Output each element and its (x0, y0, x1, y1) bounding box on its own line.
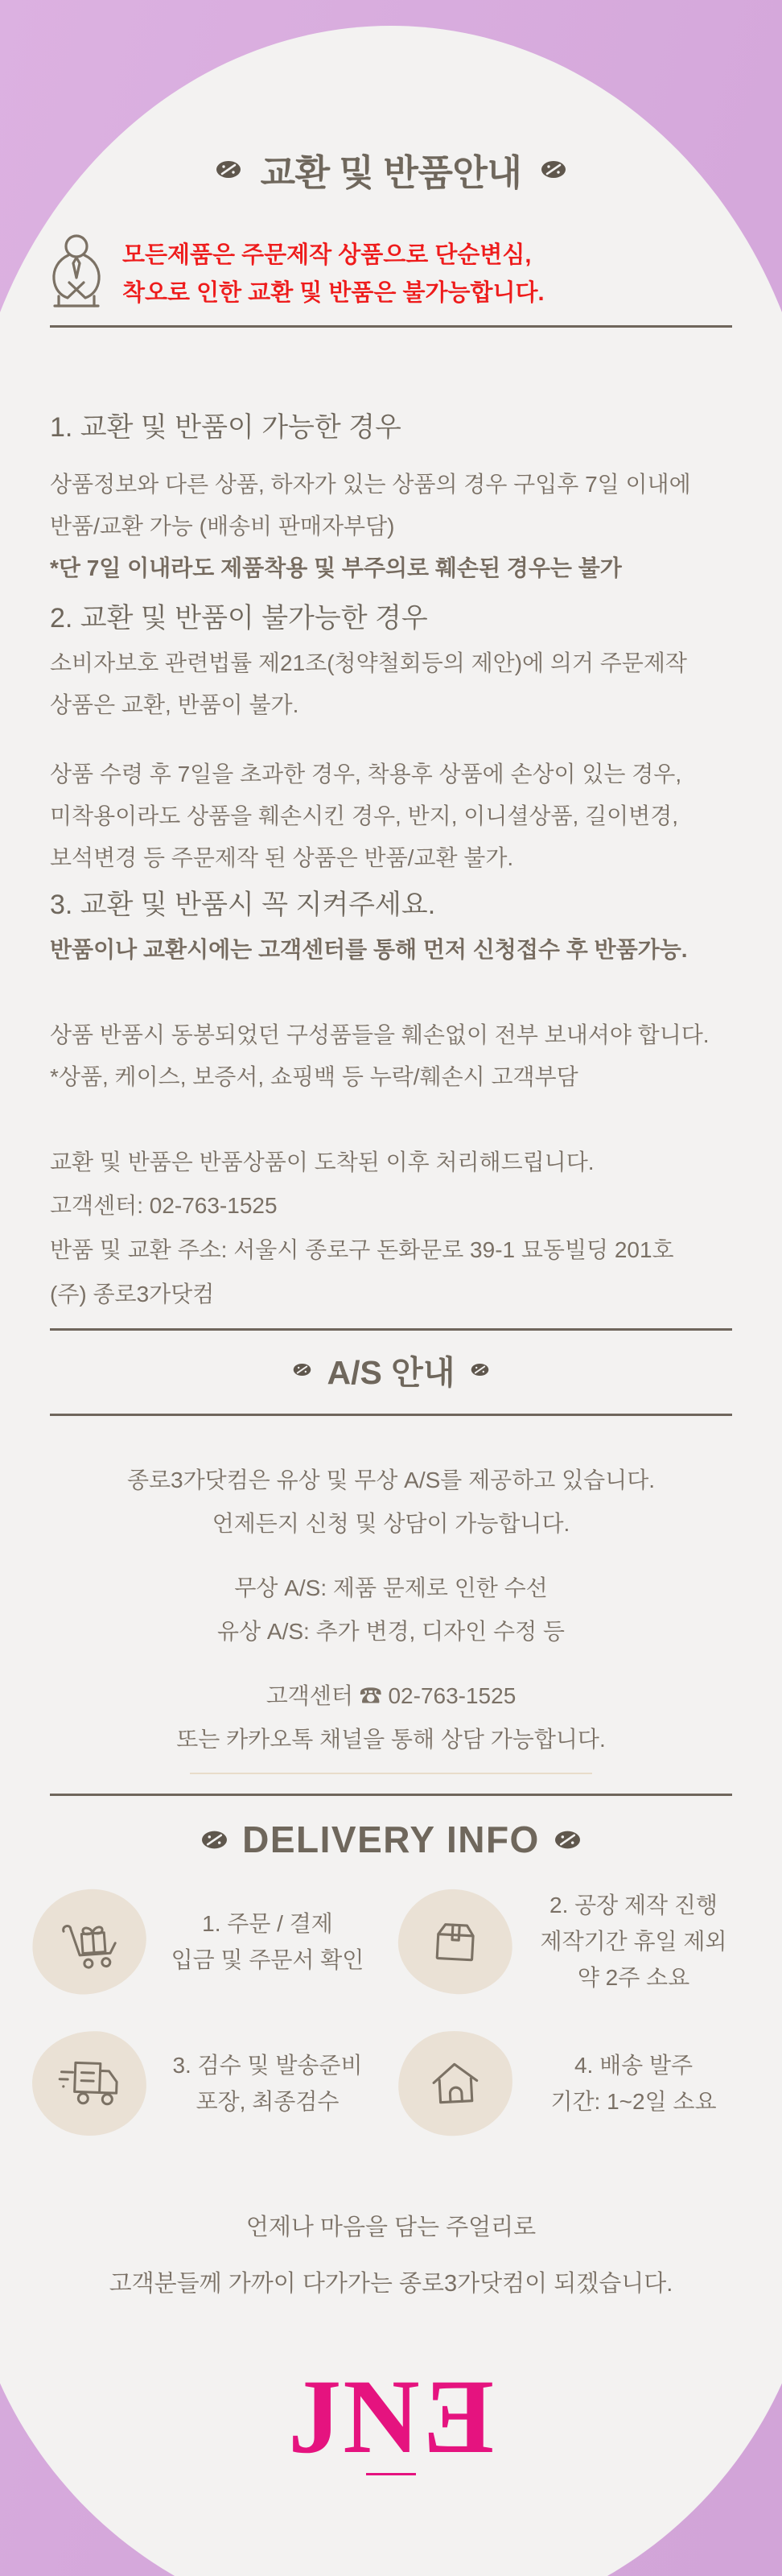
footer-line: 언제나 마음을 담는 주얼리로 (245, 2215, 537, 2240)
brand-logo (50, 2357, 732, 2475)
contact-phone: 고객센터: 02-763-1525 (50, 1193, 278, 1218)
step-icon-blob (396, 2028, 516, 2138)
step-text (517, 2047, 750, 2120)
logo-text-reversed-e: E (421, 2357, 494, 2475)
case2-line: 소비자보호 관련법률 제21조(청약철회등의 제안)에 의거 주문제작 (50, 650, 687, 675)
case1-heading: 1. 교환 및 반품이 가능한 경우 (50, 412, 401, 443)
button-deco-icon (216, 160, 241, 179)
case3-body-2 (50, 1141, 732, 1183)
footer-line: 고객분들께 가까이 다가가는 종로3가닷컴이 되겠습니다. (109, 2271, 673, 2297)
step-icon-blob (396, 1886, 516, 1996)
case2-body-2 (50, 753, 732, 879)
case3-line: 반품이나 교환시에는 고객센터를 통해 먼저 신청접수 후 반품가능. (50, 937, 688, 962)
footer-message (50, 2199, 732, 2312)
contact-company: (주) 종로3가닷컴 (50, 1282, 215, 1307)
case3-heading: 3. 교환 및 반품시 꼭 지켜주세요. (50, 890, 436, 920)
as-line: 종로3가닷컴은 유상 및 무상 A/S를 제공하고 있습니다. (126, 1468, 656, 1492)
step-icon-blob (31, 2029, 148, 2138)
step-line: 입금 및 주문서 확인 (171, 1946, 364, 1972)
truck-icon (56, 2057, 122, 2111)
case2-line: 상품은 교환, 반품이 불가. (50, 692, 299, 717)
button-deco-icon (541, 160, 566, 179)
divider (50, 325, 732, 328)
as-line: 무상 A/S: 제품 문제로 인한 수선 (234, 1575, 548, 1600)
package-icon (429, 1916, 481, 1967)
case3-bold-note (50, 929, 732, 971)
step-text (517, 1887, 750, 1996)
step-line: 기간: 1~2일 소요 (550, 2089, 717, 2114)
step-line: 약 2주 소요 (577, 1965, 690, 1990)
divider (50, 1328, 732, 1331)
page-title: 교환 및 반품안내 (260, 152, 522, 193)
house-icon (428, 2058, 482, 2108)
as-line: 유상 A/S: 추가 변경, 디자인 수정 등 (217, 1619, 565, 1644)
step-line: 2. 공장 제작 진행 (549, 1893, 718, 1918)
cart-icon (56, 1912, 123, 1971)
warning-text (122, 233, 545, 312)
warning-banner (50, 233, 732, 312)
divider (50, 1794, 732, 1796)
as-line: 언제든지 신청 및 상담이 가능합니다. (212, 1511, 570, 1536)
step-line: 제작기간 휴일 제외 (540, 1929, 727, 1954)
contact-address: 반품 및 교환 주소: 서울시 종로구 돈화문로 39-1 묘동빌딩 201호 (50, 1237, 674, 1262)
case3-line: *상품, 케이스, 보증서, 쇼핑백 등 누락/훼손시 고객부담 (50, 1064, 578, 1089)
delivery-title: DELIVERY INFO (242, 1818, 540, 1860)
section-title-delivery (50, 1818, 732, 1861)
case1-line: 반품/교환 가능 (배송비 판매자부담) (50, 514, 395, 539)
section-title-as (50, 1346, 732, 1393)
divider-light (190, 1773, 592, 1774)
step-line: 4. 배송 발주 (574, 2053, 694, 2078)
warning-line: 모든제품은 주문제작 상품으로 단순변심, (122, 242, 532, 268)
case2-body-1 (50, 642, 732, 726)
step-line: 1. 주문 / 결제 (202, 1910, 333, 1936)
bowing-person-icon (50, 233, 101, 309)
step-line: 포장, 최종검수 (196, 2089, 340, 2114)
step-text (151, 1905, 384, 1978)
button-deco-icon (201, 1830, 228, 1850)
contact-info (50, 1183, 732, 1316)
logo-text-jn: JN (288, 2357, 422, 2475)
as-body (50, 1459, 732, 1761)
divider (50, 1414, 732, 1416)
as-title: A/S 안내 (327, 1354, 455, 1391)
case2-line: 상품 수령 후 7일을 초과한 경우, 착용후 상품에 손상이 있는 경우, (50, 762, 682, 786)
case1-body (50, 464, 732, 589)
case2-heading: 2. 교환 및 반품이 불가능한 경우 (50, 603, 428, 634)
button-deco-icon (554, 1830, 581, 1850)
delivery-step-2 (398, 1887, 750, 1996)
as-line: 또는 카카오톡 채널을 통해 상담 가능합니다. (176, 1727, 606, 1752)
as-line: 고객센터 ☎ 02-763-1525 (265, 1683, 517, 1708)
step-icon-blob (29, 1885, 150, 1998)
case1-line: 상품정보와 다른 상품, 하자가 있는 상품의 경우 구입후 7일 이내에 (50, 472, 691, 497)
section-title-exchange (50, 143, 732, 196)
case3-line: 상품 반품시 동봉되었던 구성품들을 훼손없이 전부 보내셔야 합니다. (50, 1022, 710, 1047)
case1-note: *단 7일 이내라도 제품착용 및 부주의로 훼손된 경우는 불가 (50, 555, 622, 580)
step-line: 3. 검수 및 발송준비 (172, 2053, 363, 2078)
delivery-step-1 (32, 1887, 384, 1996)
delivery-step-3 (32, 2031, 384, 2136)
warning-line: 착오로 인한 교환 및 반품은 불가능합니다. (122, 280, 545, 306)
button-deco-icon (293, 1363, 311, 1377)
delivery-step-4 (398, 2031, 750, 2136)
button-deco-icon (471, 1363, 489, 1377)
case2-line: 보석변경 등 주문제작 된 상품은 반품/교환 불가. (50, 845, 514, 870)
step-text (151, 2047, 384, 2120)
case2-line: 미착용이라도 상품을 훼손시킨 경우, 반지, 이니셜상품, 길이변경, (50, 803, 679, 828)
case3-line: 교환 및 반품은 반품상품이 도착된 이후 처리해드립니다. (50, 1150, 595, 1174)
delivery-steps (32, 1887, 750, 2136)
case3-body-1 (50, 1014, 732, 1098)
